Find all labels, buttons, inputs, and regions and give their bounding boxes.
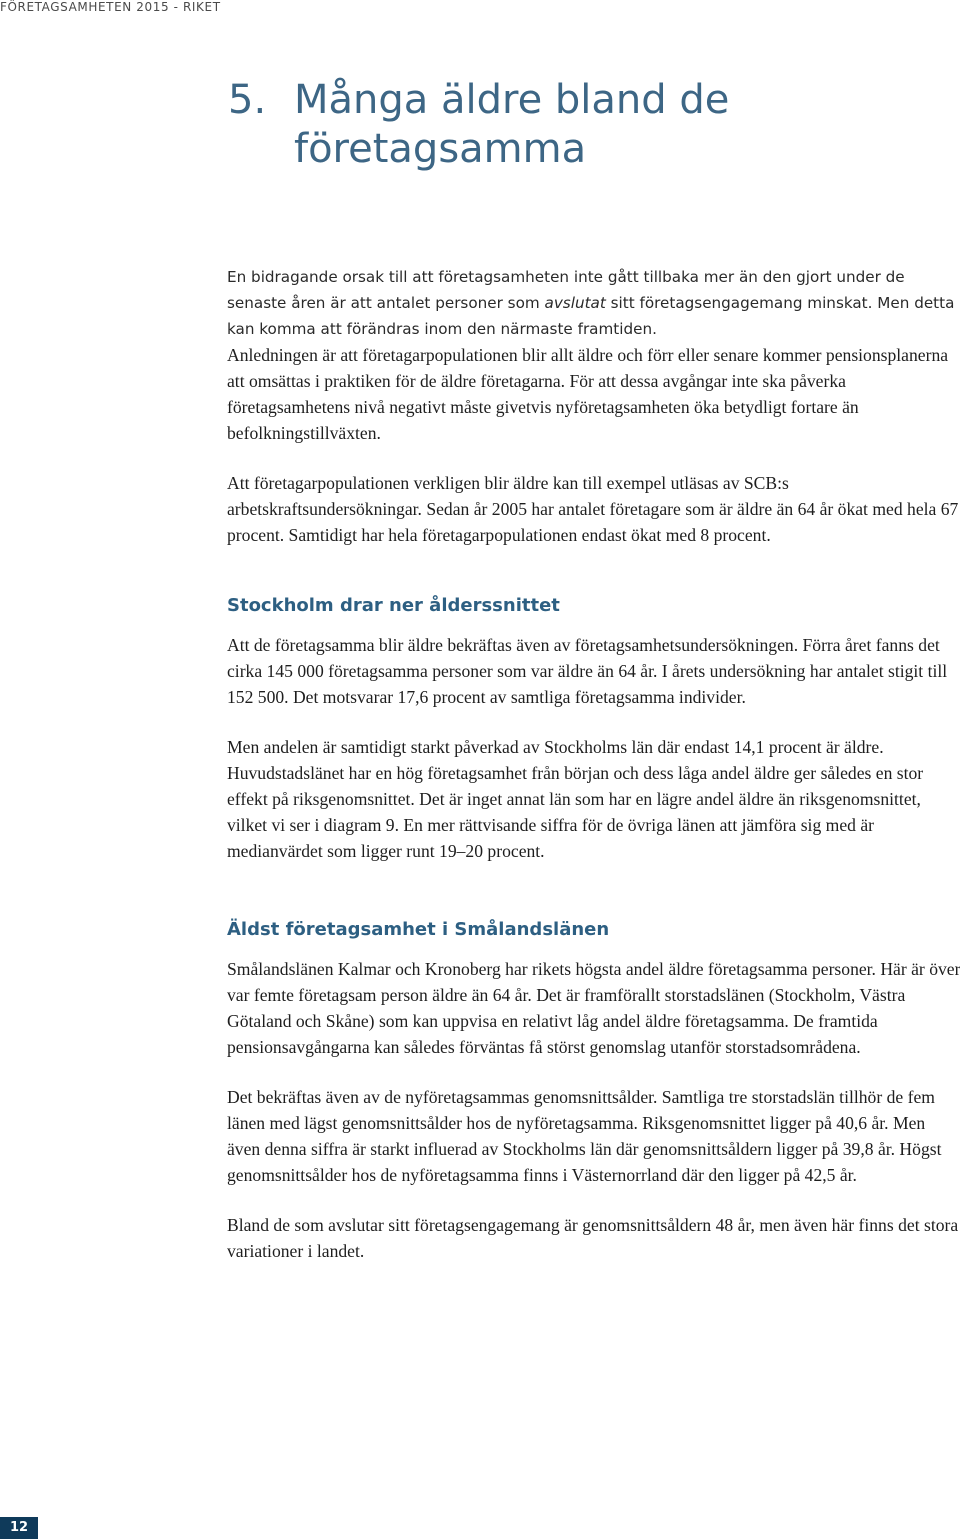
section-heading-stockholm: Stockholm drar ner ålderssnittet <box>227 595 560 616</box>
body-paragraph: Bland de som avslutar sitt företagsengagemang är genomsnittsåldern 48 år, men även här finns det stora variationer i landet. <box>227 1215 959 1261</box>
intro-text-end: sitt företagsengagemang minskat. Men detta kan komma att förändras inom den närmaste framtiden. <box>227 294 955 338</box>
intro-lead-paragraph <box>227 264 960 342</box>
body-paragraph: Men andelen är samtidigt starkt påverkad av Stockholms län där endast 14,1 procent är äldre. Huvudstadslänet har en hög företagsamhet från början och dess låga andel äldre ger således en stor effekt på riksgenomsnittet. Det är inget annat län som har en lägre andel äldre än riksgenomsnittet, vilket vi ser i diagram 9. En mer rättvisande siffra för de övriga länen att jämföra sig med är medianvärdet som ligger runt 19–20 procent. <box>227 737 924 861</box>
body-paragraph: Att de företagsamma blir äldre bekräftas även av företagsamhetsundersökningen. Förra året fanns det cirka 145 000 företagsamma personer som var äldre än 64 år. I årets undersökning har antalet stigit till 152 500. Det motsvarar 17,6 procent av samtliga företagsamma individer. <box>227 635 948 707</box>
body-paragraph: Att företagarpopulationen verkligen blir äldre kan till exempel utläsas av SCB:s arbetskraftsundersökningar. Sedan år 2005 har antalet företagare som är äldre än 64 år ökat med hela 67 procent. Samtidigt har hela företagarpopulationen endast ökat med 8 procent. <box>227 473 959 545</box>
section-heading-smaland: Äldst företagsamhet i Smålandslänen <box>227 919 610 940</box>
body-paragraph: Det bekräftas även av de nyföretagsammas genomsnittsålder. Samtliga tre storstadslän tillhör de fem länen med lägst genomsnittsålder hos de nyföretagsamma. Riksgenomsnittet ligger på 40,6 år. Men även denna siffra är starkt influerad av Stockholms län där genomsnittsåldern ligger på 39,8 år. Högst genomsnittsålder hos de nyföretagsamma finns i Västernorrland där den ligger på 42,5 år. <box>227 1087 942 1185</box>
article-body <box>227 264 960 1264</box>
intro-emphasis: avslutat <box>544 294 606 312</box>
intro-text-start: En bidragande orsak till att företagsamheten inte gått tillbaka mer än den gjort under de senaste åren är att antalet personer som <box>227 268 905 312</box>
chapter-number: 5. <box>228 77 267 123</box>
body-paragraph: Smålandslänen Kalmar och Kronoberg har rikets högsta andel äldre företagsamma personer. Här är över var femte företagsam person äldre än 64 år. Det är framförallt storstadslänen (Stockholm, Västra Götaland och Skåne) som kan uppvisa en relativt låg andel äldre företagsamma. De framtida pensionsavgångarna kan således förväntas få störst genomslag utanför storstadsområdena. <box>227 959 960 1057</box>
page-number: 12 <box>0 1517 38 1539</box>
chapter-title-text: Många äldre bland de företagsamma <box>294 77 730 172</box>
intro-continuation-paragraph: Anledningen är att företagarpopulationen blir allt äldre och förr eller senare kommer pensionsplanerna att omsättas i praktiken för de äldre företagarna. För att dessa avgångar inte ska påverka företagsamhetens nivå negativt måste givetvis nyföretagsamheten öka betydligt fortare än befolkningstillväxten. <box>227 345 949 443</box>
running-head: FÖRETAGSAMHETEN 2015 - RIKET <box>0 0 221 14</box>
chapter-title <box>228 76 928 174</box>
